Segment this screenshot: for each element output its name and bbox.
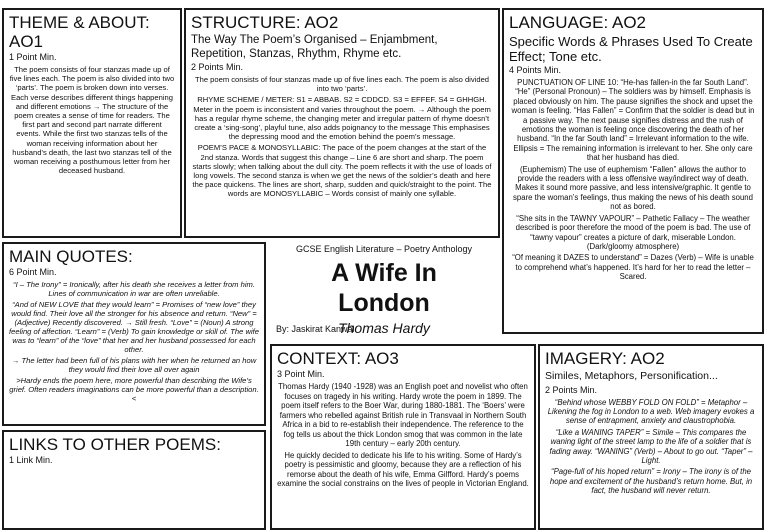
structure-heading: STRUCTURE: AO2 — [191, 13, 339, 32]
imagery-box — [538, 344, 764, 530]
language-points: 4 Points Min. — [509, 65, 562, 75]
structure-body — [191, 75, 493, 199]
structure-para: RHYME SCHEME / METER: S1 = ABBAB. S2 = CDDCD. S3 = EFFEF. S4 = GHHGH. Meter in the poem is inconsistent and varies throughout the poem. → Although the poem has a regular rhyme scheme, the changing meter and irregular pattern of rhyme doesn’t create a ‘sing-song’, playful tune, also adds poignancy to the message This emphasises the depressing mood and the emotion behind the poem’s message. — [193, 95, 491, 142]
quotes-heading: MAIN QUOTES: — [9, 247, 133, 266]
language-para: “She sits in the TAWNY VAPOUR” – Pathetic Fallacy – The weather described is poor therefore the mood of the poem is bad. The use of “tawny vapour” creates a picture of dark, miserable London. (Dark/gloomy atmosphere) — [515, 213, 751, 251]
poem-author: Thomas Hardy — [338, 320, 430, 336]
structure-para: POEM’S PACE & MONOSYLLABIC: The pace of the poem changes at the start of the 2nd stanza. Words that suggest this change – Line 6 are short and sharp. The poem starts slowly; when talking about the dull city. The poem reflects it with the use of loads of long vowels. The second stanza is when we get the news of the soldier’s death and here the pace quickens. The lines are short, sharp, sudden and quick/straight to the point. The words are MONOSYLLABIC – Words consist of mainly one syllable. — [192, 143, 492, 199]
structure-points: 2 Points Min. — [191, 62, 244, 72]
theme-body: The poem consists of four stanzas made up of five lines each. The poem is also divided into two ‘parts’. The poem is broken down into verses. Each verse describes different things happening and different emotions → The structure of the poem creates a sense of time for readers. The first part and second part narrate different events. While the first two stanzas tells of the woman receiving information about her husband’s death, the last two stanzas tell of the woman receiving a posthumous letter from her deceased husband. — [9, 65, 175, 176]
theme-box — [2, 8, 182, 238]
imagery-points: 2 Points Min. — [545, 384, 598, 395]
quote-item: “And of NEW LOVE that they would learn” = Promises of “new love” they would find. Their love all the stronger for his absence and return. “New” = (Adjective) Recently discovered. → Still fresh. “Love” = (Noun) A strong feeling of affection. “Learn” = (Verb) To gain knowledge or skill of. The wife was to “learn” of the “love” that her and her husband possessed for each other. — [9, 300, 259, 354]
poem-title-line1: A Wife In — [331, 259, 437, 287]
quotes-points: 6 Point Min. — [9, 267, 57, 277]
context-body — [277, 382, 529, 489]
structure-subtitle: The Way The Poem’s Organised – Enjambment, Repetition, Stanzas, Rhythm, Rhyme etc. — [191, 34, 438, 60]
imagery-heading: IMAGERY: AO2 — [545, 349, 665, 368]
language-para: (Euphemism) The use of euphemism “Fallen” allows the author to provide the readers with a less offensive way/indirect way of death. Makes it sound more passive, and less intensive/graphic. It gentle to spare the woman’s feelings, thus making the news of his death sound not as bored. — [513, 164, 753, 212]
theme-heading: THEME & ABOUT: — [9, 13, 150, 32]
links-heading: LINKS TO OTHER POEMS: — [9, 435, 221, 454]
imagery-para: “Like a WANING TAPER” = Simile – This compares the waning light of the street lamp to the life of a soldier that is fading away. “WANING” (Verb) – About to go out. “Taper” – Light. — [549, 427, 753, 465]
context-heading: CONTEXT: AO3 — [277, 349, 399, 368]
imagery-body — [545, 398, 757, 496]
theme-points: 1 Point Min. — [9, 52, 57, 62]
course-label: GCSE English Literature – Poetry Anthology — [295, 244, 473, 254]
imagery-para: “Behind whose WEBBY FOLD ON FOLD” = Metaphor – Likening the fog in London to a web. Web imagery evokes a sense of entrapment, anxiety and claustrophobia. — [547, 397, 755, 426]
links-box — [2, 430, 266, 530]
language-body — [509, 78, 757, 282]
imagery-subtitle: Similes, Metaphors, Personification... — [545, 370, 718, 382]
language-subtitle: Specific Words & Phrases Used To Create Effect; Tone etc. — [509, 34, 753, 64]
quotes-body — [9, 280, 259, 403]
context-points: 3 Point Min. — [277, 369, 325, 379]
language-para: “Of meaning it DAZES to understand” = Dazes (Verb) – Wife is unable to comprehend what’s happened. It’s hard for her to read the letter – Scared. — [512, 253, 754, 282]
by-line: By: Jaskirat Kanwal — [276, 324, 355, 334]
context-para: Thomas Hardy (1940 -1928) was an English poet and novelist who often focuses on tragedy in his writing. Hardy wrote the poem in 1899. The poem itself refers to the Boer War, during 1880-1881. The ‘Boers’ were farmers who rebelled against British rule in Transvaal in Northern South Africa in a bid to re-establish their independence. The reference to the fog tells us about the thick London smog that was common in the late 19th century – early 20th century. — [278, 382, 528, 448]
imagery-para: “Page-full of his hoped return” = Irony – The irony is of the hope and excitement of the husband’s return home. But, in fact, the husband will never return. — [549, 467, 753, 496]
context-para: He quickly decided to dedicate his life to his writing. Some of Hardy’s poetry is pessimistic and gloomy, because they are a reflection of his remorse about the death of his wife, Emma Gilfford. Hardy’s poems examine the social constrains on the lives of people in Victorian England. — [277, 450, 529, 488]
links-points: 1 Link Min. — [9, 455, 53, 465]
structure-para: The poem consists of four stanzas made up of five lines each. The poem is also divided into two ‘parts’. — [194, 75, 490, 94]
title-box — [270, 242, 498, 338]
quote-item: “I – The Irony” = Ironically, after his death she receives a letter from him. Lines of communication in war are often unreliable. — [13, 280, 255, 298]
language-heading: LANGUAGE: AO2 — [509, 13, 646, 32]
structure-box — [184, 8, 500, 238]
quote-item: → The letter had been full of his plans with her when he returned an how they would find their love all over again — [11, 356, 257, 374]
language-para: PUNCTUATION OF LINE 10: “He-has fallen-in the far South Land”. “He” (Personal Pronoun) – The soldiers was by himself. Emphasis is placed obviously on him. The pause signifies the shock and upset the woman is feeling. “Has Fallen” = Confirm that the soldier is dead but in a passive way. The next pause signifies distress and the rush of emotions the woman is feeling once discovering the death of her husband. “In the far South land” = Irrelevant information to the wife. Ellipsis = The remaining information is irrelevant to her. She only care that her husband has died. — [511, 78, 755, 163]
quote-item: >Hardy ends the poem here, more powerful than describing the Wife’s grief. Often readers imaginations can be more powerful than a description.< — [9, 376, 259, 403]
quotes-box — [2, 242, 266, 426]
poem-title-line2: London — [338, 289, 430, 317]
language-box — [502, 8, 764, 334]
theme-code: AO1 — [9, 32, 44, 51]
context-box — [270, 344, 536, 530]
